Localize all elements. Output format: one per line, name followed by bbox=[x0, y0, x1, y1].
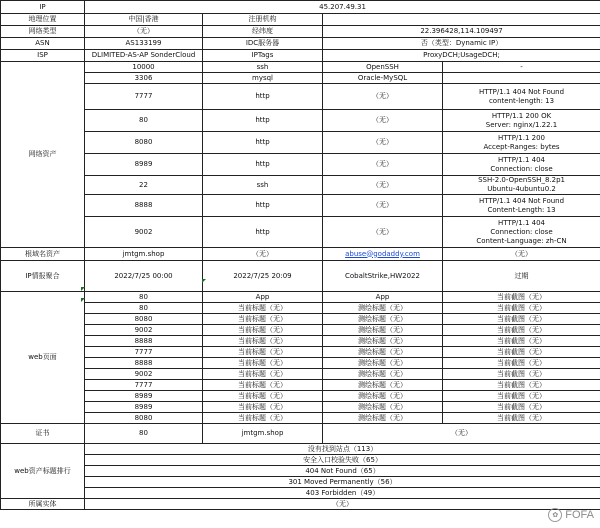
web-screenshot: 当前截图（无） bbox=[443, 413, 600, 424]
isp-value: DLIMITED-AS-AP SonderCloud bbox=[85, 50, 203, 62]
net-port: 8080 bbox=[85, 132, 203, 154]
net-port: 3306 bbox=[85, 73, 203, 84]
net-port: 80 bbox=[85, 110, 203, 132]
intel-family: CobaltStrike,HW2022 bbox=[323, 261, 443, 292]
net-service: http bbox=[203, 195, 323, 217]
entity-value: （无） bbox=[85, 499, 600, 510]
coord-label: 经纬度 bbox=[203, 26, 323, 38]
cert-label: 证书 bbox=[1, 424, 85, 444]
net-port: 10000 bbox=[85, 62, 203, 73]
intel-label: IP情报聚合 bbox=[1, 261, 85, 292]
web-port: 9002 bbox=[85, 325, 203, 336]
web-mapping-title: 测绘标题（无） bbox=[323, 380, 443, 391]
web-screenshot: 当前截图（无） bbox=[443, 325, 600, 336]
web-mapping-title: 测绘标题（无） bbox=[323, 314, 443, 325]
coord-value: 22.396428,114.109497 bbox=[323, 26, 600, 38]
net-product: （无） bbox=[323, 84, 443, 110]
web-screenshot: 当前截图（无） bbox=[443, 314, 600, 325]
title-ranking-item: 301 Moved Permanently（56） bbox=[85, 477, 600, 488]
web-port: 8888 bbox=[85, 358, 203, 369]
net-product: （无） bbox=[323, 154, 443, 176]
net-banner: HTTP/1.1 404 Not Found Content-Length: 13 bbox=[443, 195, 600, 217]
net-banner: SSH-2.0-OpenSSH_8.2p1 Ubuntu-4ubuntu0.2 bbox=[443, 176, 600, 195]
idc-value: 否（类型：Dynamic IP） bbox=[323, 38, 600, 50]
web-mapping-title: 测绘标题（无） bbox=[323, 336, 443, 347]
net-service: http bbox=[203, 217, 323, 248]
intel-start: 2022/7/25 00:00 bbox=[85, 261, 203, 292]
geo-label: 地理位置 bbox=[1, 14, 85, 26]
net-product: （无） bbox=[323, 132, 443, 154]
net-banner: HTTP/1.1 200 Accept-Ranges: bytes bbox=[443, 132, 600, 154]
web-title: 当前标题（无） bbox=[203, 325, 323, 336]
net-service: http bbox=[203, 84, 323, 110]
registrar-label: 注册机构 bbox=[203, 14, 323, 26]
net-type-label: 网络类型 bbox=[1, 26, 85, 38]
net-service: ssh bbox=[203, 176, 323, 195]
iptags-label: IPTags bbox=[203, 50, 323, 62]
net-product: Oracle-MySQL bbox=[323, 73, 443, 84]
net-port: 7777 bbox=[85, 84, 203, 110]
web-title: 当前标题（无） bbox=[203, 380, 323, 391]
root-domain-c2: （无） bbox=[203, 248, 323, 261]
net-service: ssh bbox=[203, 62, 323, 73]
root-domain-value: jmtgm.shop bbox=[85, 248, 203, 261]
net-product: OpenSSH bbox=[323, 62, 443, 73]
asn-value: AS133199 bbox=[85, 38, 203, 50]
ip-label: IP bbox=[1, 1, 85, 14]
net-service: http bbox=[203, 154, 323, 176]
intel-status: 过期 bbox=[443, 261, 600, 292]
net-port: 22 bbox=[85, 176, 203, 195]
net-banner: HTTP/1.1 404 Connection: close bbox=[443, 154, 600, 176]
web-title: App bbox=[203, 292, 323, 303]
cert-value: （无） bbox=[323, 424, 600, 444]
web-mapping-title: App bbox=[323, 292, 443, 303]
web-port: 7777 bbox=[85, 347, 203, 358]
net-assets-label: 网络资产 bbox=[1, 62, 85, 248]
web-port: 8989 bbox=[85, 391, 203, 402]
web-port: 8989 bbox=[85, 402, 203, 413]
root-domain-label: 根域名资产 bbox=[1, 248, 85, 261]
web-mapping-title: 测绘标题（无） bbox=[323, 303, 443, 314]
web-title: 当前标题（无） bbox=[203, 369, 323, 380]
idc-label: IDC服务器 bbox=[203, 38, 323, 50]
net-banner: HTTP/1.1 200 OK Server: nginx/1.22.1 bbox=[443, 110, 600, 132]
web-screenshot: 当前截图（无） bbox=[443, 336, 600, 347]
web-mapping-title: 测绘标题（无） bbox=[323, 325, 443, 336]
web-pages-label: web页面 bbox=[1, 292, 85, 424]
cell-comment-marker bbox=[81, 287, 85, 291]
net-port: 8888 bbox=[85, 195, 203, 217]
net-type-value: （无） bbox=[85, 26, 203, 38]
ip-value: 45.207.49.31 bbox=[85, 1, 600, 14]
web-screenshot: 当前截图（无） bbox=[443, 391, 600, 402]
web-mapping-title: 测绘标题（无） bbox=[323, 358, 443, 369]
web-screenshot: 当前截图（无） bbox=[443, 358, 600, 369]
web-screenshot: 当前截图（无） bbox=[443, 369, 600, 380]
web-title: 当前标题（无） bbox=[203, 413, 323, 424]
web-mapping-title: 测绘标题（无） bbox=[323, 402, 443, 413]
cell-comment-marker bbox=[202, 279, 206, 283]
web-screenshot: 当前截图（无） bbox=[443, 303, 600, 314]
geo-country: 中国|香港 bbox=[85, 14, 203, 26]
title-ranking-item: 安全入口校验失败（65） bbox=[85, 455, 600, 466]
web-title: 当前标题（无） bbox=[203, 358, 323, 369]
watermark-text: FOFA bbox=[565, 509, 594, 521]
web-mapping-title: 测绘标题（无） bbox=[323, 347, 443, 358]
web-screenshot: 当前截图（无） bbox=[443, 380, 600, 391]
web-port: 80 bbox=[85, 292, 203, 303]
root-domain-email: abuse@godaddy.com bbox=[323, 248, 443, 261]
net-banner: HTTP/1.1 404 Connection: close Content-Language: zh-CN bbox=[443, 217, 600, 248]
root-domain-c4: （无） bbox=[443, 248, 600, 261]
web-port: 8080 bbox=[85, 413, 203, 424]
cert-domain: jmtgm.shop bbox=[203, 424, 323, 444]
wechat-icon: ✿ bbox=[548, 508, 562, 522]
web-port: 80 bbox=[85, 303, 203, 314]
watermark bbox=[548, 508, 594, 522]
net-product: （无） bbox=[323, 176, 443, 195]
registrar-value bbox=[323, 14, 600, 26]
net-service: mysql bbox=[203, 73, 323, 84]
cell-comment-marker bbox=[81, 298, 85, 302]
net-port: 9002 bbox=[85, 217, 203, 248]
asn-label: ASN bbox=[1, 38, 85, 50]
web-mapping-title: 测绘标题（无） bbox=[323, 413, 443, 424]
net-banner: - bbox=[443, 62, 600, 73]
web-screenshot: 当前截图（无） bbox=[443, 292, 600, 303]
title-ranking-item: 没有找到站点（113） bbox=[85, 444, 600, 455]
net-service: http bbox=[203, 132, 323, 154]
cert-port: 80 bbox=[85, 424, 203, 444]
net-product: （无） bbox=[323, 110, 443, 132]
net-product: （无） bbox=[323, 217, 443, 248]
web-title: 当前标题（无） bbox=[203, 303, 323, 314]
web-title: 当前标题（无） bbox=[203, 402, 323, 413]
web-mapping-title: 测绘标题（无） bbox=[323, 391, 443, 402]
isp-label: ISP bbox=[1, 50, 85, 62]
web-title: 当前标题（无） bbox=[203, 314, 323, 325]
title-ranking-item: 403 Forbidden（49） bbox=[85, 488, 600, 499]
web-title: 当前标题（无） bbox=[203, 336, 323, 347]
web-screenshot: 当前截图（无） bbox=[443, 347, 600, 358]
title-ranking-item: 404 Not Found（65） bbox=[85, 466, 600, 477]
net-banner: HTTP/1.1 404 Not Found content-length: 13 bbox=[443, 84, 600, 110]
intel-end: 2022/7/25 20:09 bbox=[203, 261, 323, 292]
web-title: 当前标题（无） bbox=[203, 347, 323, 358]
entity-label: 所属实体 bbox=[1, 499, 85, 510]
web-port: 7777 bbox=[85, 380, 203, 391]
web-mapping-title: 测绘标题（无） bbox=[323, 369, 443, 380]
iptags-value: ProxyDCH;UsageDCH; bbox=[323, 50, 600, 62]
web-screenshot: 当前截图（无） bbox=[443, 402, 600, 413]
net-product: （无） bbox=[323, 195, 443, 217]
web-port: 9002 bbox=[85, 369, 203, 380]
web-title: 当前标题（无） bbox=[203, 391, 323, 402]
net-port: 8989 bbox=[85, 154, 203, 176]
net-banner bbox=[443, 73, 600, 84]
web-port: 8888 bbox=[85, 336, 203, 347]
title-ranking-label: web资产标题排行 bbox=[1, 444, 85, 499]
net-service: http bbox=[203, 110, 323, 132]
web-port: 8080 bbox=[85, 314, 203, 325]
